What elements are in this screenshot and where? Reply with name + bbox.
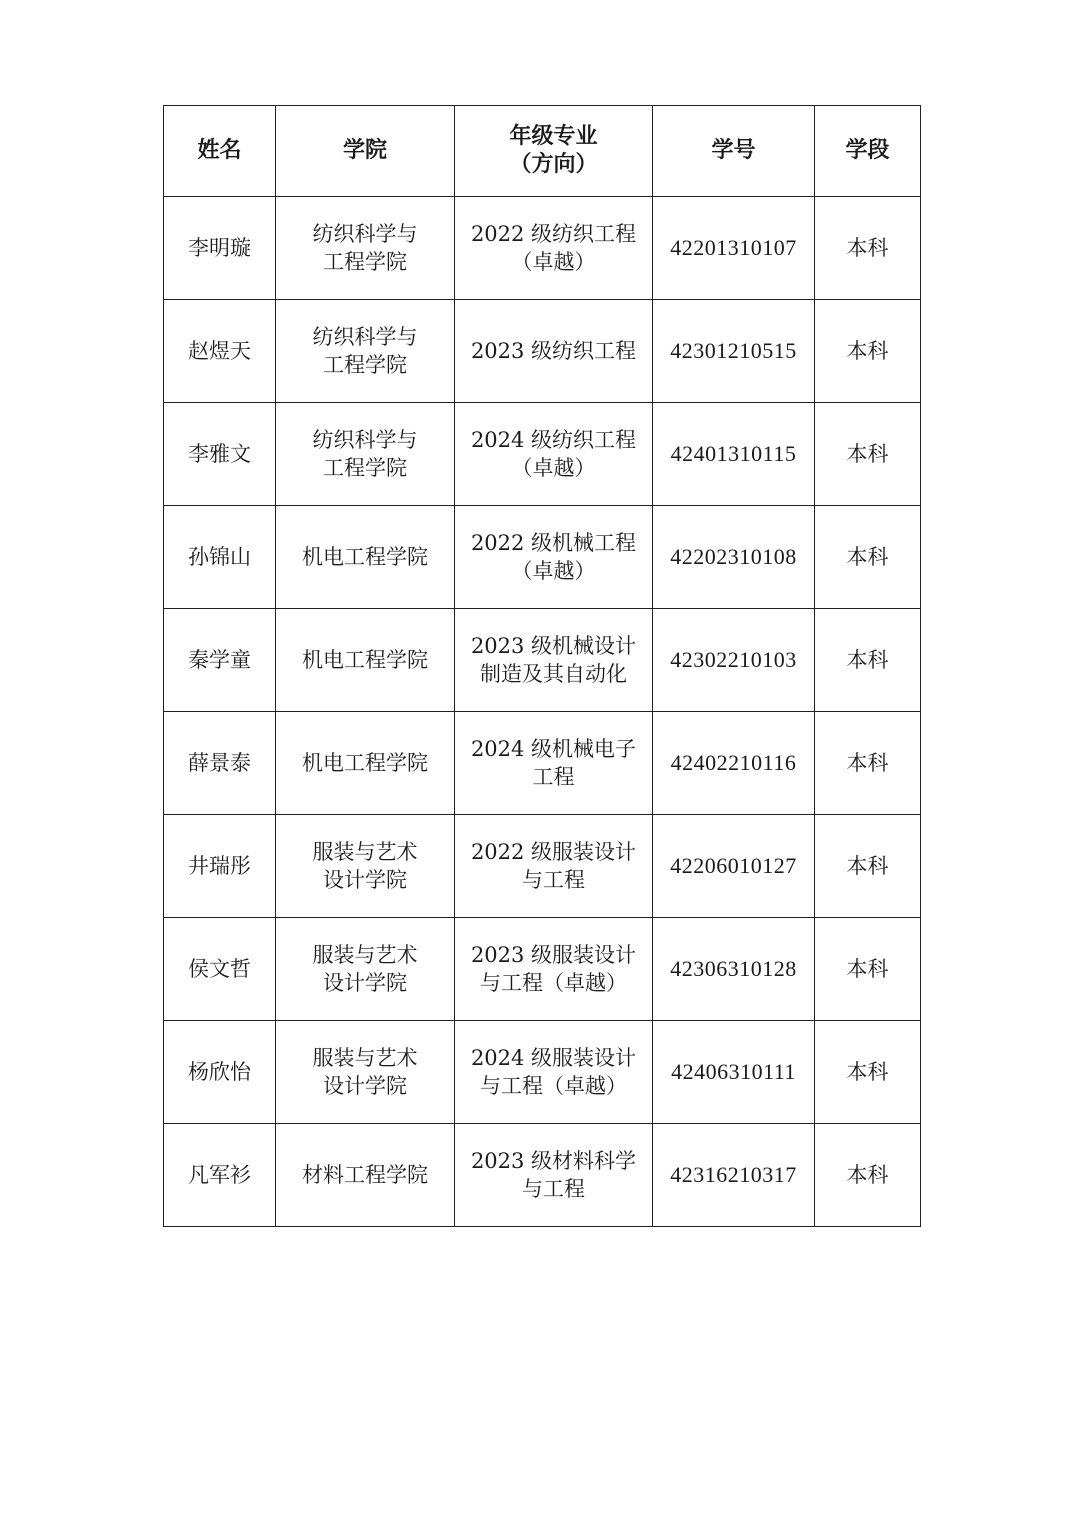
major-line1: 2022 级机械工程 (470, 531, 637, 555)
college-name-line1: 机电工程学院 (302, 545, 428, 569)
major-line2: 与工程 (522, 1177, 585, 1201)
major-line2: 工程 (532, 765, 575, 789)
college-name-line1: 机电工程学院 (302, 648, 428, 672)
college-name-line2: 设计学院 (323, 971, 407, 995)
student-name: 井瑞彤 (188, 854, 251, 878)
student-name: 赵煜天 (188, 339, 251, 363)
student-id: 42402210116 (670, 750, 797, 775)
major-line2: 与工程 (522, 868, 585, 892)
study-level: 本科 (846, 648, 889, 672)
major-line2: 与工程（卓越） (480, 971, 627, 995)
major-line1: 2024 级机械电子 (470, 737, 637, 761)
cell-level (815, 815, 921, 918)
cell-level (815, 1021, 921, 1124)
college-name-line2: 设计学院 (323, 868, 407, 892)
cell-major (455, 197, 653, 300)
college-name-line1: 服装与艺术 (312, 943, 418, 967)
study-level: 本科 (846, 442, 889, 466)
table-row (164, 403, 921, 506)
table-row (164, 918, 921, 1021)
cell-name (164, 300, 276, 403)
student-id: 42206010127 (670, 853, 797, 878)
cell-major (455, 918, 653, 1021)
table-header-row (164, 106, 921, 197)
cell-college (276, 1124, 455, 1227)
cell-major (455, 815, 653, 918)
college-name-line2: 工程学院 (323, 456, 407, 480)
cell-major (455, 712, 653, 815)
college-name-line1: 服装与艺术 (312, 1046, 418, 1070)
student-name: 杨欣怡 (188, 1060, 251, 1084)
student-id: 42201310107 (670, 235, 797, 260)
student-id: 42302210103 (670, 647, 797, 672)
major-line2: （卓越） (511, 559, 596, 583)
student-id: 42406310111 (671, 1059, 796, 1084)
major-line1: 2022 级纺织工程 (470, 222, 637, 246)
cell-student-id (653, 815, 815, 918)
cell-name (164, 1021, 276, 1124)
cell-level (815, 506, 921, 609)
cell-major (455, 403, 653, 506)
student-id: 42202310108 (670, 544, 797, 569)
header-college-label: 学院 (342, 138, 387, 163)
cell-student-id (653, 197, 815, 300)
header-student-id (653, 106, 815, 197)
cell-major (455, 1021, 653, 1124)
student-name: 李明璇 (188, 236, 251, 260)
cell-college (276, 197, 455, 300)
cell-college (276, 1021, 455, 1124)
header-major-label-line2: （方向） (509, 152, 598, 177)
cell-major (455, 506, 653, 609)
header-name (164, 106, 276, 197)
college-name-line2: 工程学院 (323, 250, 407, 274)
college-name-line1: 纺织科学与 (312, 325, 418, 349)
cell-college (276, 506, 455, 609)
cell-level (815, 712, 921, 815)
cell-name (164, 403, 276, 506)
header-level-label: 学段 (845, 138, 890, 163)
cell-name (164, 609, 276, 712)
major-line1: 2023 级机械设计 (470, 634, 637, 658)
cell-college (276, 403, 455, 506)
table-row (164, 506, 921, 609)
cell-college (276, 918, 455, 1021)
college-name-line2: 设计学院 (323, 1074, 407, 1098)
student-name: 侯文哲 (188, 957, 251, 981)
cell-student-id (653, 506, 815, 609)
cell-student-id (653, 609, 815, 712)
table-row (164, 609, 921, 712)
study-level: 本科 (846, 751, 889, 775)
cell-name (164, 815, 276, 918)
cell-level (815, 403, 921, 506)
study-level: 本科 (846, 1060, 889, 1084)
header-major-label-line1: 年级专业 (509, 124, 598, 149)
table-row (164, 300, 921, 403)
major-line1: 2023 级材料科学 (470, 1149, 637, 1173)
table-row (164, 197, 921, 300)
cell-student-id (653, 918, 815, 1021)
study-level: 本科 (846, 957, 889, 981)
major-line1: 2023 级纺织工程 (470, 339, 637, 363)
major-line2: （卓越） (511, 456, 596, 480)
student-id: 42401310115 (670, 441, 797, 466)
cell-name (164, 1124, 276, 1227)
cell-student-id (653, 1124, 815, 1227)
study-level: 本科 (846, 1163, 889, 1187)
cell-college (276, 609, 455, 712)
major-line1: 2023 级服装设计 (470, 943, 637, 967)
cell-major (455, 1124, 653, 1227)
table-row (164, 1124, 921, 1227)
college-name-line1: 纺织科学与 (312, 428, 418, 452)
student-name: 孙锦山 (188, 545, 251, 569)
major-line2: （卓越） (511, 250, 596, 274)
cell-student-id (653, 1021, 815, 1124)
cell-level (815, 197, 921, 300)
student-id: 42301210515 (670, 338, 797, 363)
header-student-id-label: 学号 (711, 138, 756, 163)
cell-level (815, 1124, 921, 1227)
header-college (276, 106, 455, 197)
student-name: 李雅文 (188, 442, 251, 466)
study-level: 本科 (846, 236, 889, 260)
major-line2: 与工程（卓越） (480, 1074, 627, 1098)
header-major (455, 106, 653, 197)
study-level: 本科 (846, 854, 889, 878)
cell-level (815, 300, 921, 403)
student-roster-table (163, 105, 921, 1227)
student-name: 薛景泰 (188, 751, 251, 775)
student-name: 凡军衫 (188, 1163, 251, 1187)
table-body (164, 197, 921, 1227)
cell-name (164, 712, 276, 815)
college-name-line1: 材料工程学院 (302, 1163, 428, 1187)
major-line1: 2024 级服装设计 (470, 1046, 637, 1070)
cell-name (164, 506, 276, 609)
study-level: 本科 (846, 339, 889, 363)
cell-student-id (653, 300, 815, 403)
major-line2: 制造及其自动化 (480, 662, 627, 686)
college-name-line1: 纺织科学与 (312, 222, 418, 246)
cell-student-id (653, 712, 815, 815)
college-name-line1: 机电工程学院 (302, 751, 428, 775)
table-row (164, 1021, 921, 1124)
header-name-label: 姓名 (197, 138, 242, 163)
cell-college (276, 712, 455, 815)
cell-student-id (653, 403, 815, 506)
cell-major (455, 300, 653, 403)
cell-college (276, 300, 455, 403)
student-id: 42316210317 (670, 1162, 797, 1187)
major-line1: 2022 级服装设计 (470, 840, 637, 864)
college-name-line2: 工程学院 (323, 353, 407, 377)
table-row (164, 712, 921, 815)
document-page (163, 105, 921, 1227)
student-id: 42306310128 (670, 956, 797, 981)
table-row (164, 815, 921, 918)
major-line1: 2024 级纺织工程 (470, 428, 637, 452)
student-name: 秦学童 (188, 648, 251, 672)
cell-level (815, 918, 921, 1021)
study-level: 本科 (846, 545, 889, 569)
cell-name (164, 918, 276, 1021)
cell-major (455, 609, 653, 712)
college-name-line1: 服装与艺术 (312, 840, 418, 864)
cell-level (815, 609, 921, 712)
cell-name (164, 197, 276, 300)
header-level (815, 106, 921, 197)
cell-college (276, 815, 455, 918)
